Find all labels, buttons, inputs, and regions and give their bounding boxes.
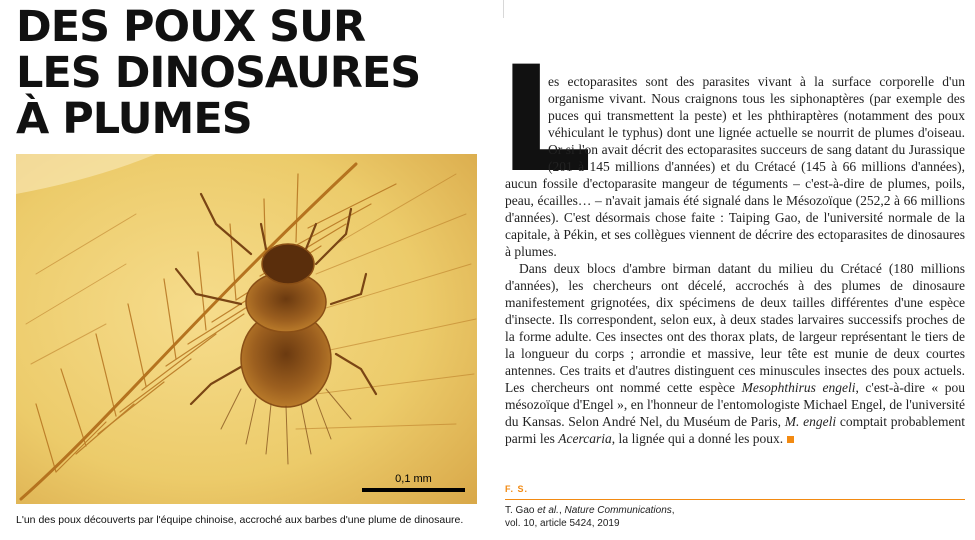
scale-bar-label: 0,1 mm — [395, 473, 432, 485]
column-divider — [503, 0, 504, 18]
end-of-article-square-icon — [787, 436, 794, 443]
headline-line-1: DES POUX SUR — [16, 2, 366, 52]
reference-separator: , — [558, 505, 565, 516]
paragraph-2-start: Dans deux blocs d'ambre birman datant du milieu du Crétacé (180 millions d'années), les chercheurs ont décelé, accrochés à des plumes de dinosaure manifestement grignotées, dix spécimens de deux tailles différentes d'une espèce d'insecte. Ils correspondent, selon eux, à deux stades larvaires successifs proches de la forme adulte. Ces insectes ont des thorax plats, de largeur représentant le tiers de la longueur du corps ; arrondie et massive, leur tête est munie de deux courtes antennes. Ces traits et d'autres distinguent ces minuscules insectes des poux actuels. Les chercheurs ont nommé cette espèce — [505, 261, 965, 395]
reference-journal: Nature Communications — [564, 505, 672, 516]
scale-bar — [362, 473, 465, 492]
author-initials: F. S. — [505, 484, 529, 494]
headline-line-3: À PLUMES — [16, 94, 252, 144]
reference-line-2: vol. 10, article 5424, 2019 — [505, 517, 620, 529]
paragraph-2-end: , la lignée qui a donné les poux. — [611, 431, 784, 446]
scale-bar-line — [362, 488, 465, 492]
headline — [16, 4, 420, 142]
right-column — [499, 0, 975, 540]
reference-line-1 — [505, 505, 675, 518]
reference-etal: et al. — [537, 505, 559, 516]
drop-cap-spacer — [505, 73, 548, 173]
amber-photo — [16, 154, 477, 504]
group-name: Acercaria — [558, 431, 612, 446]
paragraph-2-mid-2: comptait probablement parmi les — [505, 414, 965, 446]
reference — [505, 505, 675, 530]
headline-line-2: LES DINOSAURES — [16, 48, 421, 98]
louse-head — [262, 244, 314, 284]
article-body — [505, 73, 965, 447]
paragraph-2-mid-1: , c'est-à-dire « pou mésozoïque d'Engel », en l'honneur de l'entomologiste Michael Engel, de l'université du Kansas. Selon André Nel, du Muséum de Paris, — [505, 380, 965, 429]
louse-in-amber-illustration — [16, 154, 477, 504]
reference-trail: , — [671, 505, 675, 516]
species-short-name: M. engeli — [784, 414, 837, 429]
drop-cap: L — [499, 35, 593, 205]
species-name: Mesophthirus engeli — [741, 380, 856, 395]
paragraph-2 — [505, 260, 965, 447]
photo-caption: L'un des poux découverts par l'équipe chinoise, accroché aux barbes d'une plume de dinosaure. — [16, 514, 464, 526]
reference-authors: T. Gao — [505, 505, 538, 516]
amber-background — [16, 154, 477, 504]
reference-rule — [505, 499, 965, 500]
paragraph-1: es ectoparasites sont des parasites vivant à la surface corporelle d'un organisme vivant. Nous craignons tous les siphonaptères (par exemple des puces qui transmettent la peste) et les phthiraptères (notamment des poux véhiculant le typhus) dont une lignée actuelle se nourrit de plumes d'oiseau. Or si l'on avait décrit des ectoparasites succeurs de sang datant du Jurassique (201 à 145 millions d'années) et du Crétacé (145 à 66 millions d'années), aucun fossile d'ectoparasite mangeur de téguments – c'est-à-dire de plumes, poils, peau, écailles… – n'avait jamais été signalé dans le Mésozoïque (252,2 à 66 millions d'années). C'est désormais chose faite : Taiping Gao, de l'université normale de la capitale, à Pékin, et ses collègues viennent de décrire des ectoparasites de dinosaures à plumes. — [505, 74, 965, 259]
